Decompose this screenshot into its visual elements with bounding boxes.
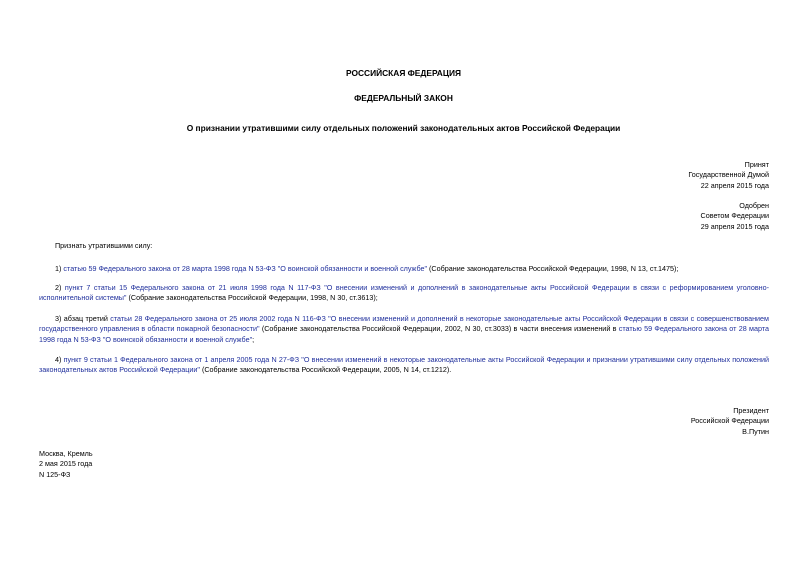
item-1 [39, 264, 769, 274]
item-2-link[interactable]: пункт 7 статьи 15 Федерального закона от 21 июля 1998 года N 117-ФЗ "О внесении изменений и дополнений в законодательные акты Российской Федерации в связи с реформированием уголовно-исполнительной системы" [39, 283, 769, 303]
president-name: В.Путин [742, 426, 769, 436]
item-3-link-2[interactable]: статью 59 Федерального закона от 28 марта 1998 года N 53-ФЗ "О воинской обязанности и военной службе" [39, 324, 769, 344]
item-4 [39, 355, 769, 376]
item-3-middle: (Собрание законодательства Российской Федерации, 2002, N 30, ст.3033) в части внесения изменений в [259, 324, 619, 334]
adopted-block [688, 160, 769, 191]
approved-line-1: Одобрен [739, 201, 769, 210]
signing-place-block [39, 449, 93, 480]
doc-type-heading: ФЕДЕРАЛЬНЫЙ ЗАКОН [354, 93, 453, 103]
signing-date: 2 мая 2015 года [39, 459, 93, 469]
approved-line-2: Советом Федерации [700, 211, 769, 221]
item-4-tail: (Собрание законодательства Российской Федерации, 2005, N 14, ст.1212). [199, 365, 452, 375]
item-1-link[interactable]: статью 59 Федерального закона от 28 марта 1998 года N 53-ФЗ "О воинской обязанности и военной службе" [63, 264, 428, 273]
approved-line-3: 29 апреля 2015 года [700, 221, 769, 231]
approved-block [701, 201, 769, 232]
item-4-link[interactable]: пункт 9 статьи 1 Федерального закона от 1 апреля 2005 года N 27-ФЗ "О внесении изменений в некоторые законодательные акты Российской Федерации и признании утратившими силу отдельных положений законодательных актов Российской Федерации" [39, 355, 770, 375]
item-2-tail: (Собрание законодательства Российской Федерации, 1998, N 30, ст.3613); [126, 293, 378, 303]
item-4-number: 4) [55, 355, 64, 364]
item-3-prefix: 3) абзац третий [55, 314, 111, 323]
country-heading: РОССИЙСКАЯ ФЕДЕРАЦИЯ [345, 68, 462, 78]
adopted-line-1: Принят [744, 160, 769, 169]
law-title: О признании утратившими силу отдельных положений законодательных актов Российской Федерации [186, 123, 621, 133]
item-3 [39, 314, 769, 345]
item-1-number: 1) [55, 264, 64, 273]
item-2-number: 2) [55, 283, 65, 292]
intro-text: Признать утратившими силу: [55, 241, 153, 250]
signing-place: Москва, Кремль [39, 449, 93, 458]
law-number: N 125-ФЗ [39, 469, 71, 479]
item-3-link[interactable]: статьи 28 Федерального закона от 25 июля 2002 года N 116-ФЗ "О внесении изменений и дополнений в некоторые законодательные акты Российской Федерации в связи с совершенствованием государственного управления в области пожарной безопасности" [39, 314, 769, 334]
adopted-line-3: 22 апреля 2015 года [700, 180, 769, 190]
president-signature [691, 406, 769, 437]
item-2 [39, 283, 769, 304]
adopted-line-2: Государственной Думой [688, 170, 769, 180]
president-line-1: Президент [733, 406, 769, 415]
item-1-tail: (Собрание законодательства Российской Федерации, 1998, N 13, ст.1475); [427, 264, 679, 273]
president-line-2: Российской Федерации [690, 416, 769, 426]
item-3-tail: ; [252, 334, 255, 344]
